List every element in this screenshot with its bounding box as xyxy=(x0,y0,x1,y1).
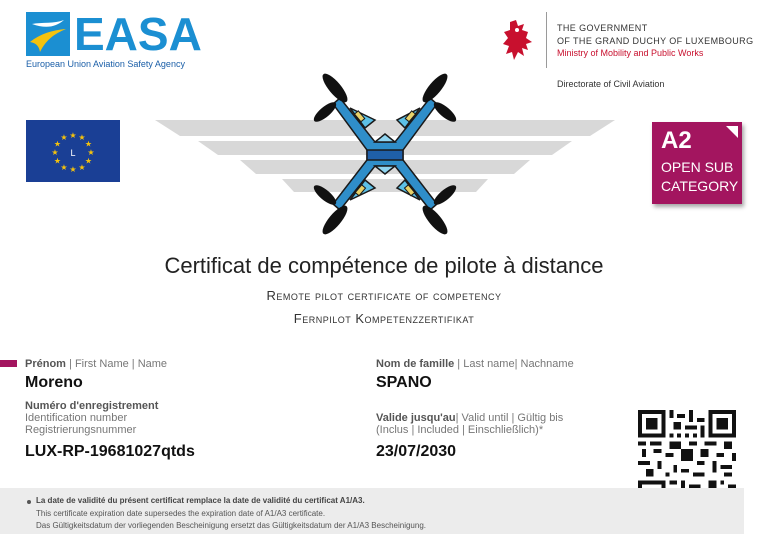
eu-flag-icon xyxy=(26,120,120,182)
bullet-icon xyxy=(27,500,31,504)
category-line-2: CATEGORY xyxy=(661,178,739,194)
registration-value: LUX-RP-19681027qtds xyxy=(25,443,195,460)
first-name-label: Prénom | First Name | Name xyxy=(25,358,168,370)
registration-label: Numéro d'enregistrement xyxy=(25,400,159,412)
svg-text:★: ★ xyxy=(69,165,77,174)
category-badge xyxy=(652,122,742,204)
valid-until-label-line2: (Inclus | Included | Einschließlich)* xyxy=(376,424,544,436)
svg-text:★: ★ xyxy=(84,156,93,166)
government-block xyxy=(557,22,754,60)
last-name-value: SPANO xyxy=(376,374,432,391)
category-code: A2 xyxy=(661,127,692,154)
title-french: Certificat de compétence de pilote à distance xyxy=(164,253,604,278)
svg-text:★: ★ xyxy=(53,139,62,149)
svg-text:★: ★ xyxy=(53,156,62,166)
agency-name: EASA xyxy=(74,8,202,60)
last-name-label: Nom de famille | Last name| Nachname xyxy=(376,358,574,370)
svg-text:★: ★ xyxy=(60,163,68,172)
registration-label-de: Registrierungsnummer xyxy=(25,424,137,436)
badge-corner-icon xyxy=(726,126,738,138)
title-english: Remote pilot certificate of competency xyxy=(266,288,502,303)
ministry-name: Ministry of Mobility and Public Works xyxy=(557,48,704,58)
easa-logo xyxy=(26,8,206,74)
lux-lion-icon xyxy=(500,18,536,62)
header-divider xyxy=(546,12,547,68)
registration-label-en: Identification number xyxy=(25,412,128,424)
svg-text:★: ★ xyxy=(84,139,93,149)
easa-bird-icon xyxy=(26,12,70,56)
svg-text:★: ★ xyxy=(78,133,86,142)
svg-text:★: ★ xyxy=(51,148,59,157)
svg-text:★: ★ xyxy=(69,131,77,140)
footer-line-english: This certificate expiration date supersedes the expiration date of A1/A3 certificate. xyxy=(36,509,326,518)
valid-until-value: 23/07/2030 xyxy=(376,443,457,460)
flag-letter: L xyxy=(70,148,76,158)
title-german: Fernpilot Kompetenzzertifikat xyxy=(293,311,475,326)
agency-full-name: European Union Aviation Safety Agency xyxy=(26,59,185,69)
category-line-1: OPEN SUB xyxy=(661,159,734,175)
footer-line-german: Das Gültigkeitsdatum der vorliegenden Bescheinigung ersetzt das Gültigkeitsdatum der A1/A3 Bescheinigung. xyxy=(36,521,427,530)
footer-notice xyxy=(0,488,744,534)
government-line-2: OF THE GRAND DUCHY OF LUXEMBOURG xyxy=(557,35,754,46)
svg-text:★: ★ xyxy=(60,133,68,142)
svg-text:★: ★ xyxy=(87,148,95,157)
first-name-value: Moreno xyxy=(25,374,83,391)
directorate-name: Directorate of Civil Aviation xyxy=(557,79,665,89)
government-line-1: THE GOVERNMENT xyxy=(557,23,648,33)
footer-line-french: La date de validité du présent certificat remplace la date de validité du certificat A1/A3. xyxy=(36,496,365,505)
accent-bar xyxy=(0,360,17,367)
svg-text:★: ★ xyxy=(78,163,86,172)
valid-until-label: Valide jusqu'au| Valid until | Gültig bis xyxy=(376,412,564,424)
drone-icon xyxy=(305,70,465,235)
